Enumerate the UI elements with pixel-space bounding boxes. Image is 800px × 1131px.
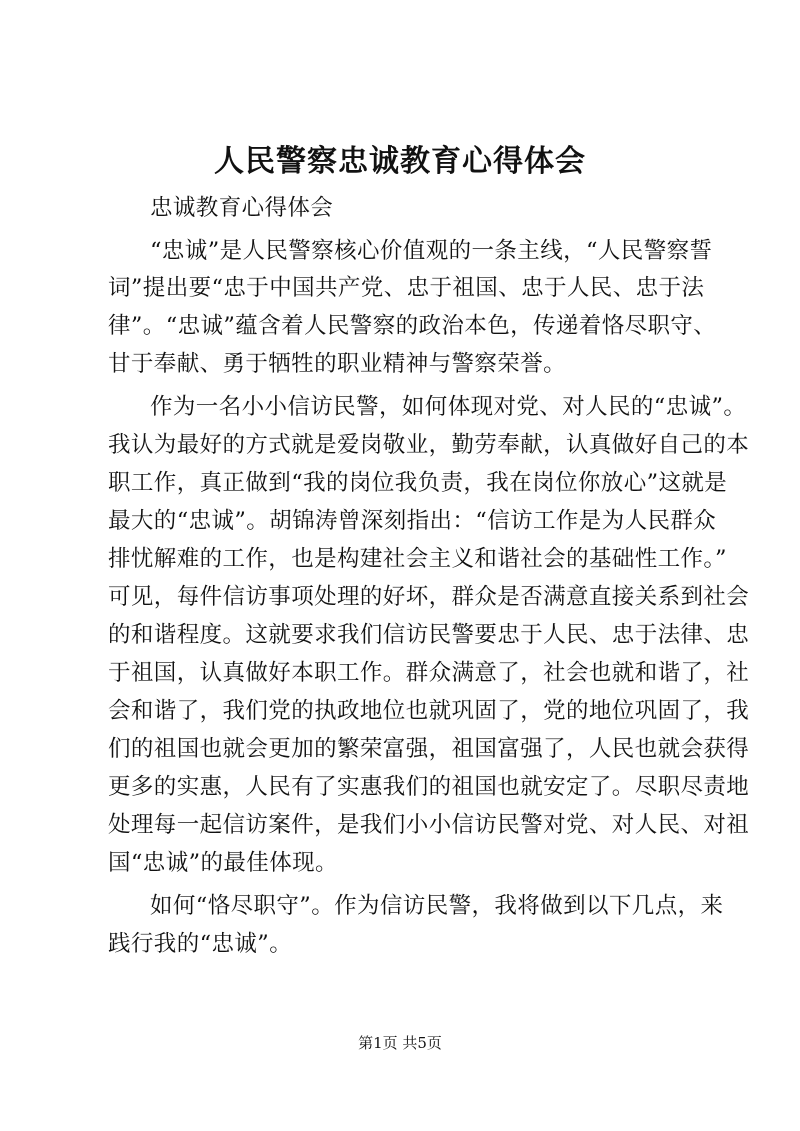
paragraph-line: 国“忠诚”的最佳体现。 xyxy=(108,850,338,876)
document-title: 人民警察忠诚教育心得体会 xyxy=(214,144,586,179)
paragraph-line: 处理每一起信访案件，是我们小小信访民警对党、对人民、对祖 xyxy=(108,812,750,838)
paragraph-line: 忠诚教育心得体会 xyxy=(150,195,334,221)
paragraph-line: 作为一名小小信访民警，如何体现对党、对人民的“忠诚”。 xyxy=(150,394,747,420)
paragraph-line: 践行我的“忠诚”。 xyxy=(108,931,293,957)
paragraph-line: 词”提出要“忠于中国共产党、忠于祖国、忠于人民、忠于法 xyxy=(108,275,705,301)
paragraph-line: 最大的“忠诚”。胡锦涛曾深刻指出：“信访工作是为人民群众 xyxy=(108,508,717,534)
paragraph-line: 职工作，真正做到“我的岗位我负责，我在岗位你放心”这就是 xyxy=(108,470,728,496)
paragraph-line: 我认为最好的方式就是爱岗敬业，勤劳奉献，认真做好自己的本 xyxy=(108,432,750,458)
paragraph-line: “忠诚”是人民警察核心价值观的一条主线，“人民警察誓 xyxy=(150,238,713,264)
paragraph-line: 的和谐程度。这就要求我们信访民警要忠于人民、忠于法律、忠 xyxy=(108,622,750,648)
paragraph-line: 可见，每件信访事项处理的好坏，群众是否满意直接关系到社会 xyxy=(108,584,750,610)
paragraph-line: 们的祖国也就会更加的繁荣富强，祖国富强了，人民也就会获得 xyxy=(108,736,750,762)
paragraph-line: 排忧解难的工作，也是构建社会主义和谐社会的基础性工作。” xyxy=(108,546,727,572)
paragraph-line: 于祖国，认真做好本职工作。群众满意了，社会也就和谐了，社 xyxy=(108,660,750,686)
paragraph-line: 律”。“忠诚”蕴含着人民警察的政治本色，传递着恪尽职守、 xyxy=(108,313,717,339)
paragraph-line: 甘于奉献、勇于牺牲的职业精神与警察荣誉。 xyxy=(108,351,567,377)
paragraph-line: 如何“恪尽职守”。作为信访民警，我将做到以下几点，来 xyxy=(150,893,724,919)
paragraph-line: 更多的实惠，人民有了实惠我们的祖国也就安定了。尽职尽责地 xyxy=(108,774,750,800)
page-number-footer: 第1页 共5页 xyxy=(358,1034,442,1052)
paragraph-line: 会和谐了，我们党的执政地位也就巩固了，党的地位巩固了，我 xyxy=(108,698,750,724)
